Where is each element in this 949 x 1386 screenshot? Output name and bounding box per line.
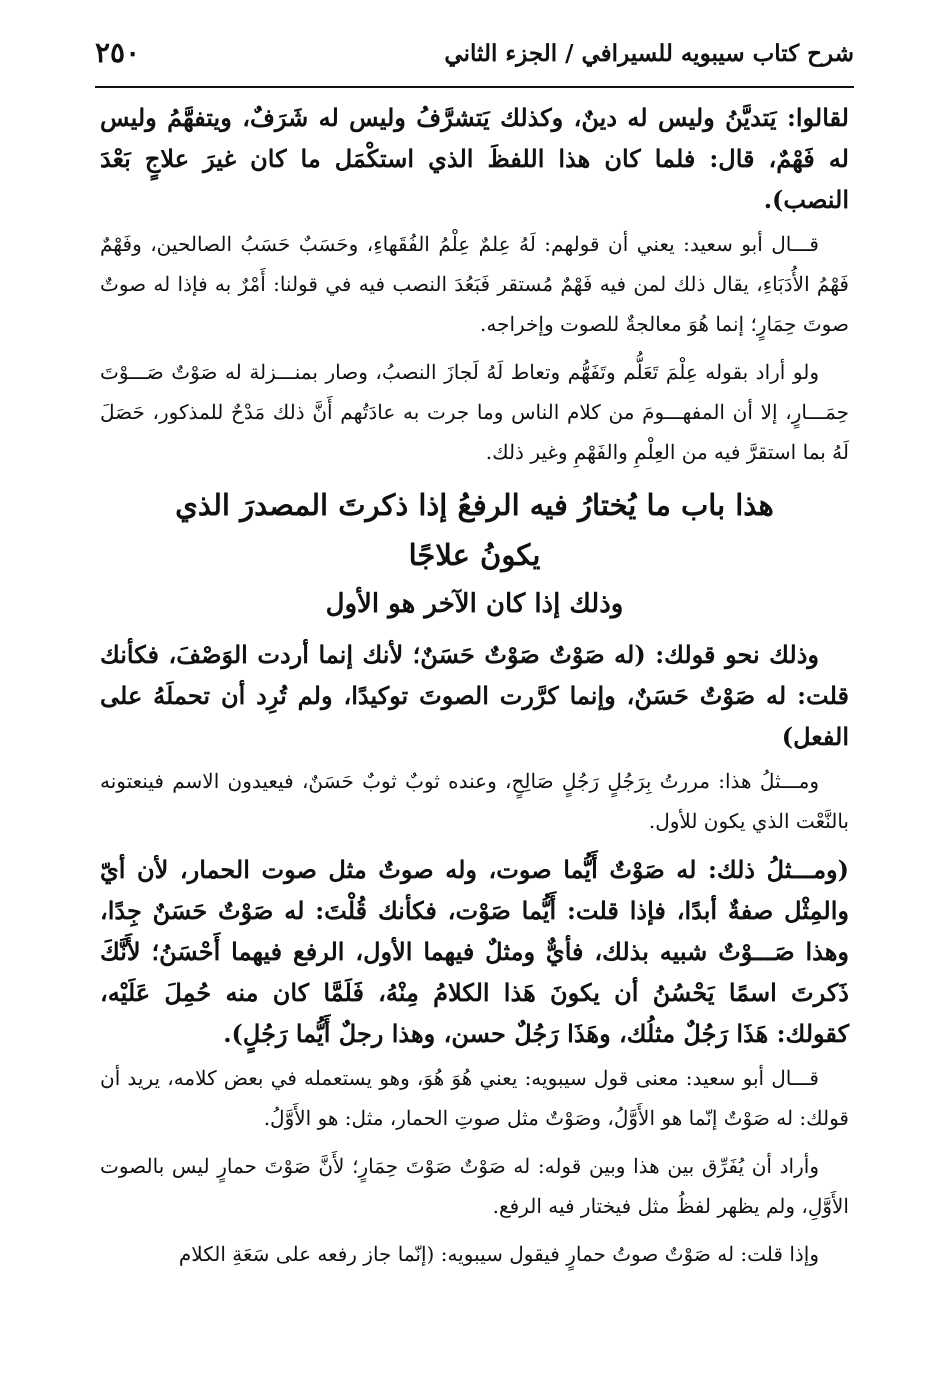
paragraph-commentary-4: قـــال أبو سعيد: معنى قول سيبويه: يعني هُوَ هُوَ، وهو يستعمله في بعض كلامه، يريد أن قولك: له صَوْتٌ إنّما هو الأَوَّلُ، وصَوْتٌ مثل صوتِ الحمار، مثل: هو الأَوَّلُ. xyxy=(100,1066,849,1130)
paragraph-quote-2: وذلك نحو قولك: (له صَوْتٌ صَوْتٌ حَسَنٌ؛ لأنك إنما أردت الوَصْفَ، فكأنك قلت: له صَوْتٌ حَسَنٌ، وإنما كرَّرت الصوتَ توكيدًا، ولم تُرِد أن تحملَهُ على الفعل) xyxy=(100,640,849,751)
page-body xyxy=(100,97,849,1282)
page-number: ٢٥٠ xyxy=(95,36,141,69)
running-title: شرح كتاب سيبويه للسيرافي / الجزء الثاني xyxy=(444,40,854,67)
paragraph-commentary-1: قـــال أبو سعيد: يعني أن قولهم: لَهُ عِلمٌ عِلْمُ الفُقَهاءِ، وحَسَبٌ حَسَبُ الصالحين، وفَهْمٌ فَهْمُ الأُدَبَاءِ، يقال ذلك لمن فيه فَهْمٌ مُستقر فَبَعُدَ النصب فيه في قولنا: أَمْرٌ به فإذا له صوتٌ صوتَ حِمَارٍ؛ إنما هُوَ معالجةٌ للصوت وإخراجه. xyxy=(100,232,849,336)
paragraph-quote-3: (ومـــثلُ ذلك: له صَوْتٌ أَيُّما صوت، وله صوتٌ مثل صوت الحمار، لأن أيّ والمِثْل صفةٌ أبدًا، فإذا قلت: أَيُّما صَوْت، فكأنك قُلْتَ: له صَوْتٌ حَسَنٌ جِدًا، وهذا صَـــوْتٌ شبيه بذلك، فأيٌّ ومثلٌ فيهما الأول، الرفع فيهما أَحْسَنُ؛ لأَنَّكَ ذَكرتَ اسمًا يَحْسُنُ أن يكونَ هَذا الكلامُ مِنْهُ، فَلَمَّا كان منه حُمِلَ عَلَيْه، كقولك: هَذَا رَجُلٌ مثلُك، وهَذَا رَجُلٌ حسن، وهذا رجلٌ أَيُّما رَجُلٍ). xyxy=(100,855,849,1048)
paragraph-commentary-6: وإذا قلت: له صَوْتٌ صوتُ حمارٍ فيقول سيبويه: (إنّما جاز رفعه على سَعَةِ الكلام xyxy=(178,1242,819,1266)
chapter-heading xyxy=(100,480,849,580)
chapter-heading-line-2: يكونُ علاجًا xyxy=(408,538,541,572)
paragraph-quote-1: لقالوا: يَتديَّنُ وليس له دينٌ، وكذلك يَتشرَّفُ وليس له شَرَفٌ، ويتفهَّمُ وليس له فَهْمٌ، قال: فلما كان هذا اللفظَ الذي استكْمَل ما كان غيرَ علاجٍ بَعْدَ النصب). xyxy=(100,103,849,214)
paragraph-commentary-5: وأراد أن يُفَرِّق بين هذا وبين قوله: له صَوْتٌ صَوْتَ حِمَارٍ؛ لأَنَّ صَوْتَ حمارٍ ليس بالصوت الأَوَّلِ، ولم يظهر لفظُ مثل فيختار فيه الرفع. xyxy=(100,1154,849,1218)
paragraph-commentary-3: ومـــثلُ هذا: مررتُ بِرَجُلٍ رَجُلٍ صَالِحٍ، وعنده ثوبٌ ثوبٌ حَسَنٌ، فيعيدون الاسم فينعتونه بالنَّعْت الذي يكون للأول. xyxy=(100,769,849,833)
page-header xyxy=(95,34,854,88)
chapter-subheading: وذلك إذا كان الآخر هو الأول xyxy=(325,589,624,619)
paragraph-commentary-2: ولو أراد بقوله عِلْمَ تَعَلُّم وتَفَهُّم وتعاط لَهُ لَجازَ النصبُ، وصار بمنـــزلة له صَوْتٌ صَـــوْتَ حِمَـــارٍ، إلا أن المفهـــومَ من كلام الناس وما جرت به عادَتُهم أَنَّ ذلك مَدْحٌ للمذكور، حَصَلَ لَهُ بما استقرَّ فيه من العِلْمِ والفَهْمِ وغير ذلك. xyxy=(100,360,849,464)
chapter-heading-line-1: هذا باب ما يُختارُ فيه الرفعُ إذا ذكرتَ المصدرَ الذي xyxy=(175,488,774,522)
